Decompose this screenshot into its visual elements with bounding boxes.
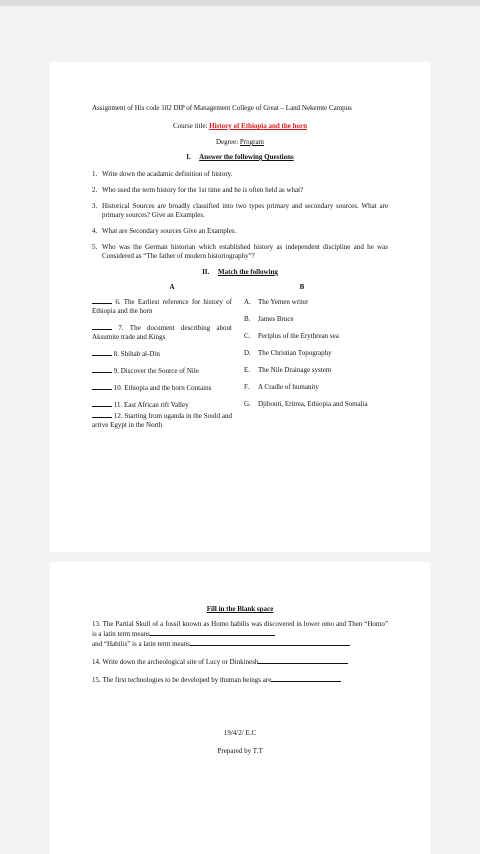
answer-blank: [92, 412, 112, 418]
course-label: Course title:: [173, 122, 208, 130]
match-item-b-text: James Bruce: [258, 315, 294, 323]
answer-blank: [92, 298, 112, 304]
section-1-heading: [92, 153, 388, 162]
answer-blank: [92, 384, 112, 390]
match-item-b-text: Djibouti, Eritrea, Ethiopia and Somalia: [258, 400, 368, 408]
fill-question-13: [92, 620, 388, 649]
course-title: History of Ethiopia and the horn: [209, 122, 307, 130]
question-item: [92, 227, 388, 236]
match-item-a-text: 7. The document describing about Aksumite trade and Kings: [92, 324, 233, 341]
answer-blank: [92, 324, 112, 330]
fill-blank-title: Fill in the Blank space: [206, 605, 274, 613]
match-item-b: [244, 332, 389, 341]
question-item: [92, 202, 388, 220]
question-item: [92, 170, 388, 179]
match-item-a: [92, 324, 232, 342]
question-text: What are Secondary sources Give an Examples.: [102, 227, 237, 235]
course-line: [92, 122, 388, 131]
question-number: 4.: [92, 227, 98, 235]
match-item-a-text: 11. East African rift Valley: [113, 401, 189, 409]
question-number: 3.: [92, 202, 98, 210]
document-date: 19/4/2/ E.C: [223, 729, 257, 737]
column-a-header: A: [169, 283, 175, 291]
section-1-title: Answer the following Questions: [199, 153, 294, 161]
question-item: [92, 243, 388, 261]
prepared-by: Prepared by T.T: [217, 747, 263, 755]
match-item-a: [92, 412, 232, 430]
degree-line: [92, 138, 388, 147]
matching-columns: [92, 298, 388, 488]
question-text: Historical Sources are broadly classified into two types primary and secondary sources. What are primary sources? Give an Examples.: [102, 202, 388, 219]
match-letter: G.: [244, 400, 251, 408]
match-item-a: [92, 384, 232, 393]
question-number: 5.: [92, 243, 98, 251]
question-item: [92, 186, 388, 195]
column-a-list: [92, 298, 232, 438]
question-text: Who used the term history for the 1st time and he is often held as what?: [102, 186, 304, 194]
fill-question-14-text: 14. Write down the archeological site of Lucy or Dinkinesh: [92, 658, 259, 666]
degree-value: Program: [239, 138, 264, 146]
match-item-a: [92, 367, 232, 376]
match-item-b: [244, 400, 389, 409]
answer-blank: [92, 401, 112, 407]
assignment-header: Assignment of His code 102 DIP of Management College of Great – Land Nekemte Campus: [92, 104, 352, 112]
match-item-b-text: The Yemen writer: [258, 298, 309, 306]
question-number: 2.: [92, 186, 98, 194]
column-b-list: [244, 298, 389, 417]
top-bar: [0, 0, 480, 6]
match-item-b: [244, 366, 389, 375]
match-item-b-text: The Christian Topography: [258, 349, 332, 357]
match-item-a-text: 6. The Earliest reference for history of Ethiopia and the horn: [92, 298, 232, 315]
match-letter: B.: [244, 315, 251, 323]
match-item-b: [244, 315, 389, 324]
answer-line: [150, 629, 275, 636]
match-item-b-text: The Nile Drainage system: [258, 366, 332, 374]
match-item-a-text: 10. Ethiopia and the horn Contains: [113, 384, 212, 392]
answer-blank: [92, 350, 112, 356]
document-page-1: [50, 62, 430, 552]
match-item-b: [244, 298, 389, 307]
document-page-2: [50, 562, 430, 854]
match-item-b: [244, 349, 389, 358]
answer-blank: [92, 367, 112, 373]
document-footer: [92, 729, 388, 756]
column-b-header: B: [299, 283, 305, 291]
match-letter: F.: [244, 383, 250, 391]
match-item-a: [92, 350, 232, 359]
match-item-a-text: 12. Starting from uganda in the Sould and arrive Egypt in the North: [92, 412, 232, 429]
degree-label: Degree:: [215, 138, 239, 146]
answer-line: [271, 675, 341, 682]
match-item-b-text: A Cradle of humanity: [258, 383, 319, 391]
match-item-a-text: 9. Discover the Source of Nile: [113, 367, 199, 375]
answer-line: [190, 639, 350, 646]
question-list: [92, 170, 388, 261]
match-item-a: [92, 298, 232, 316]
column-headers: [92, 283, 388, 292]
match-letter: A.: [244, 298, 251, 306]
question-number: 1.: [92, 170, 98, 178]
fill-question-13-text: 13. The Partial Skull of a fossil known as Homo habilis was discovered in lower omo and Then “Homo” is a latin term means: [92, 620, 388, 638]
match-letter: D.: [244, 349, 251, 357]
match-letter: E.: [244, 366, 251, 374]
match-item-a-text: 8. Shihab al-Din: [113, 350, 160, 358]
match-letter: C.: [244, 332, 251, 340]
fill-question-15-text: 15. The first technologies to be developed by thuman beings are: [92, 676, 272, 684]
fill-question-15: [92, 675, 388, 685]
section-2-title: Match the following: [218, 268, 278, 276]
match-item-b: [244, 383, 389, 392]
question-text: Who was the German historian which established history as independent discipline and he was Considered as “The father of modern historiography”?: [102, 243, 388, 260]
fill-question-14: [92, 657, 388, 667]
section-2-num: II.: [202, 268, 210, 276]
question-text: Write down the acadamic definition of history.: [102, 170, 233, 178]
section-1-num: I.: [186, 153, 191, 161]
match-item-a: [92, 401, 232, 410]
section-2-heading: [92, 268, 388, 277]
answer-line: [258, 657, 348, 664]
match-item-b-text: Periplus of the Erythrean sea: [258, 332, 339, 340]
fill-question-13-text-2: and “Habilis” is a latin term means: [92, 640, 190, 648]
